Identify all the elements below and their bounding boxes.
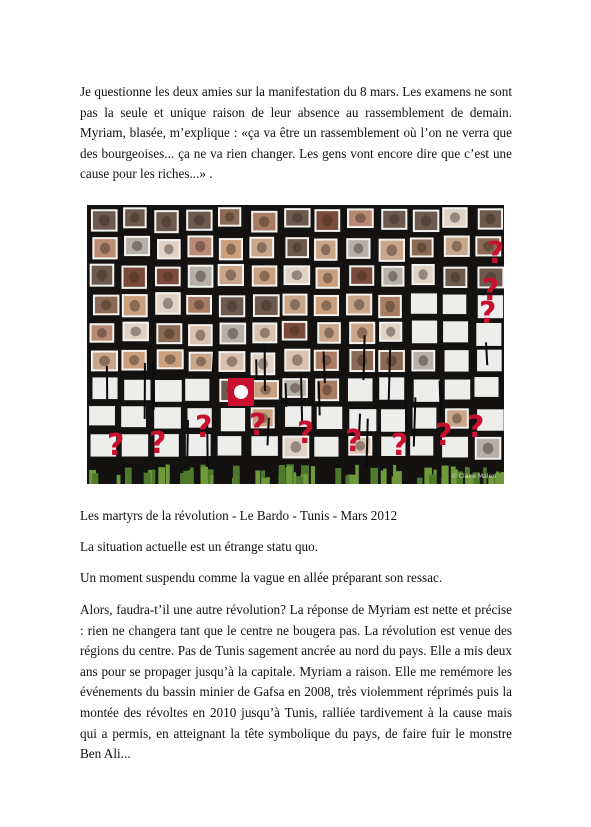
blank-placard — [155, 380, 182, 402]
blank-placard — [477, 350, 502, 372]
portrait-face — [357, 355, 367, 367]
portrait-face — [99, 356, 110, 366]
foliage — [345, 476, 348, 484]
portrait-face — [289, 326, 299, 336]
paint-drip — [363, 335, 364, 380]
portrait-face — [257, 242, 267, 253]
paint-drip — [153, 362, 154, 410]
foliage — [262, 478, 268, 484]
portrait-face — [485, 214, 495, 225]
portrait-face — [321, 300, 331, 311]
portrait-face — [292, 354, 302, 365]
portrait-face — [195, 270, 205, 282]
graffiti-question-mark: ? — [195, 410, 213, 445]
intro-paragraph: Je questionne les deux amies sur la manifestation du 8 mars. Les examens ne sont pas la seule et unique raison de leur absence au rassemblement de demain. Myriam, blasée, m’explique : «ça va être un rassemblement où l’on ne verra que des bourgeoises... ça ne va rien changer. Les gens vont encore dire que c’est une cause pour les riches...» . — [80, 84, 512, 182]
graffiti-question-mark: ? — [435, 418, 453, 453]
blank-placard — [124, 380, 150, 400]
foliage — [125, 468, 132, 484]
portrait-face — [97, 328, 107, 338]
portrait-face — [194, 300, 204, 310]
photo-caption: Les martyrs de la révolution - Le Bardo - Tunis - Mars 2012 — [80, 508, 398, 523]
foliage — [117, 475, 121, 484]
graffiti-question-mark: ? — [297, 416, 315, 451]
graffiti-question-mark: ? — [149, 426, 167, 461]
portrait-face — [451, 272, 461, 283]
foliage — [311, 466, 315, 484]
portrait-face — [290, 383, 300, 393]
portrait-face — [261, 300, 272, 311]
foliage — [370, 468, 378, 484]
blank-placard — [412, 321, 437, 344]
portrait-face — [321, 244, 330, 255]
blank-placard — [445, 350, 469, 371]
graffiti-question-mark: ? — [391, 428, 409, 463]
portrait-face — [99, 215, 110, 226]
portrait-face — [387, 244, 398, 256]
blank-placard — [89, 406, 115, 425]
portrait-face — [163, 272, 173, 282]
portrait-face — [258, 358, 268, 369]
portrait-face — [450, 212, 460, 222]
paint-drip — [440, 380, 441, 417]
portrait-face — [354, 243, 364, 253]
blank-placard — [411, 293, 437, 313]
portrait-face — [259, 271, 269, 282]
portrait-face — [385, 301, 394, 313]
paint-drip — [319, 381, 320, 415]
foliage — [210, 475, 213, 484]
statement-line: Un moment suspendu comme la vague en allée préparant son ressac. — [80, 570, 443, 585]
portrait-face — [386, 327, 395, 337]
foliage — [441, 478, 444, 484]
portrait-face — [421, 215, 432, 226]
blank-placard — [474, 377, 498, 397]
photo-credit: © Claire Malen — [450, 473, 496, 480]
blank-placard — [413, 408, 437, 429]
flag-emblem — [234, 385, 248, 399]
foliage — [392, 476, 399, 484]
foliage — [383, 469, 386, 484]
graffiti-question-mark: ? — [107, 428, 125, 463]
blank-placard — [221, 408, 245, 431]
foliage — [500, 472, 504, 484]
photo-illustration — [87, 205, 504, 484]
portrait-face — [163, 298, 173, 309]
portrait-face — [226, 269, 237, 280]
blank-placard — [379, 377, 404, 399]
blank-placard — [445, 380, 470, 400]
foliage — [429, 475, 437, 484]
paint-drip — [286, 383, 287, 407]
graffiti-question-mark: ? — [467, 410, 485, 445]
statement-line: La situation actuelle est un étrange statu quo. — [80, 539, 319, 554]
portrait-face — [130, 300, 140, 312]
martyrs-wall-photo — [87, 205, 504, 484]
portrait-face — [292, 213, 303, 223]
foliage — [92, 473, 98, 484]
portrait-face — [196, 357, 206, 367]
blank-placard — [317, 407, 343, 429]
blank-placard — [218, 436, 242, 456]
portrait-face — [292, 270, 303, 280]
portrait-face — [130, 327, 141, 337]
portrait-face — [290, 299, 300, 310]
portrait-face — [293, 242, 302, 252]
blank-placard — [348, 378, 373, 401]
portrait-face — [452, 413, 461, 423]
portrait-face — [165, 354, 176, 364]
portrait-face — [225, 212, 234, 222]
portrait-face — [354, 299, 364, 310]
portrait-face — [322, 384, 332, 395]
portrait-face — [195, 330, 205, 341]
portrait-face — [129, 355, 139, 365]
foliage — [255, 470, 260, 484]
portrait-face — [97, 269, 107, 280]
portrait-face — [226, 244, 236, 255]
blank-placard — [185, 379, 209, 401]
blank-placard — [443, 321, 468, 342]
graffiti-question-mark: ? — [487, 236, 504, 271]
portrait-face — [417, 242, 427, 252]
portrait-face — [228, 328, 239, 339]
foliage — [166, 465, 170, 484]
portrait-face — [101, 300, 112, 310]
portrait-face — [164, 244, 173, 254]
closing-paragraph: Alors, faudra-t’il une autre révolution? La réponse de Myriam est nette et précise : rien ne changera tant que le centre ne bougera pas. La révolution est venue des régions du centre. Pas de Tunis sagement ancrée au nord du pays. Elle a mis deux ans pour se propager jusqu’à la capitale. Myriam a raison. Elle me remémore les événements du bassin minier de Gafsa en 2008, très violemment réprimés puis la montée des révoltes en 2010 jusqu’à Tunis, ralliée tardivement à la cause mais qui a permis, en atteignant la tête symbolique du pays, de faire fuir le monstre Ben Ali... — [80, 602, 512, 762]
blank-placard — [443, 295, 467, 315]
portrait-face — [194, 215, 205, 226]
blank-placard — [121, 406, 146, 427]
portrait-face — [388, 271, 397, 281]
blank-placard — [314, 437, 338, 457]
foliage — [350, 475, 357, 484]
portrait-face — [355, 213, 366, 223]
portrait-face — [164, 328, 174, 338]
portrait-face — [418, 269, 427, 280]
portrait-face — [260, 328, 270, 338]
foliage — [335, 468, 341, 484]
foliage — [288, 478, 292, 484]
foliage — [417, 478, 422, 484]
portrait-face — [324, 328, 333, 339]
blank-placard — [414, 379, 440, 401]
portrait-face — [132, 241, 142, 251]
paint-drip — [366, 419, 367, 469]
portrait-face — [389, 214, 399, 224]
foliage — [190, 467, 194, 484]
portrait-face — [129, 271, 139, 283]
blank-placard — [122, 434, 148, 456]
portrait-face — [259, 216, 270, 227]
foliage — [279, 465, 285, 484]
portrait-face — [386, 355, 397, 366]
graffiti-question-mark: ? — [249, 408, 267, 443]
graffiti-question-mark: ? — [345, 424, 363, 459]
paint-drip — [324, 351, 325, 383]
paint-drip — [486, 342, 487, 365]
portrait-face — [452, 241, 462, 252]
paint-drip — [267, 418, 268, 445]
portrait-face — [162, 216, 172, 228]
paint-drip — [187, 420, 188, 456]
paint-drip — [406, 401, 407, 426]
portrait-face — [419, 355, 429, 366]
foliage — [296, 476, 303, 484]
foliage — [496, 472, 499, 484]
portrait-face — [323, 273, 333, 284]
foliage — [201, 467, 208, 484]
blank-placard — [92, 377, 117, 399]
portrait-face — [357, 327, 367, 338]
foliage — [152, 470, 156, 484]
portrait-face — [357, 270, 367, 280]
graffiti-question-mark: ? — [479, 296, 497, 331]
portrait-face — [322, 215, 332, 226]
portrait-face — [130, 213, 139, 223]
foliage — [158, 467, 165, 484]
foliage — [233, 466, 240, 484]
portrait-face — [321, 355, 331, 366]
portrait-face — [195, 241, 205, 252]
foliage — [144, 473, 151, 484]
portrait-face — [227, 356, 238, 366]
graffiti-question-mark: ? — [482, 273, 500, 308]
portrait-face — [100, 243, 110, 254]
portrait-face — [227, 301, 238, 312]
